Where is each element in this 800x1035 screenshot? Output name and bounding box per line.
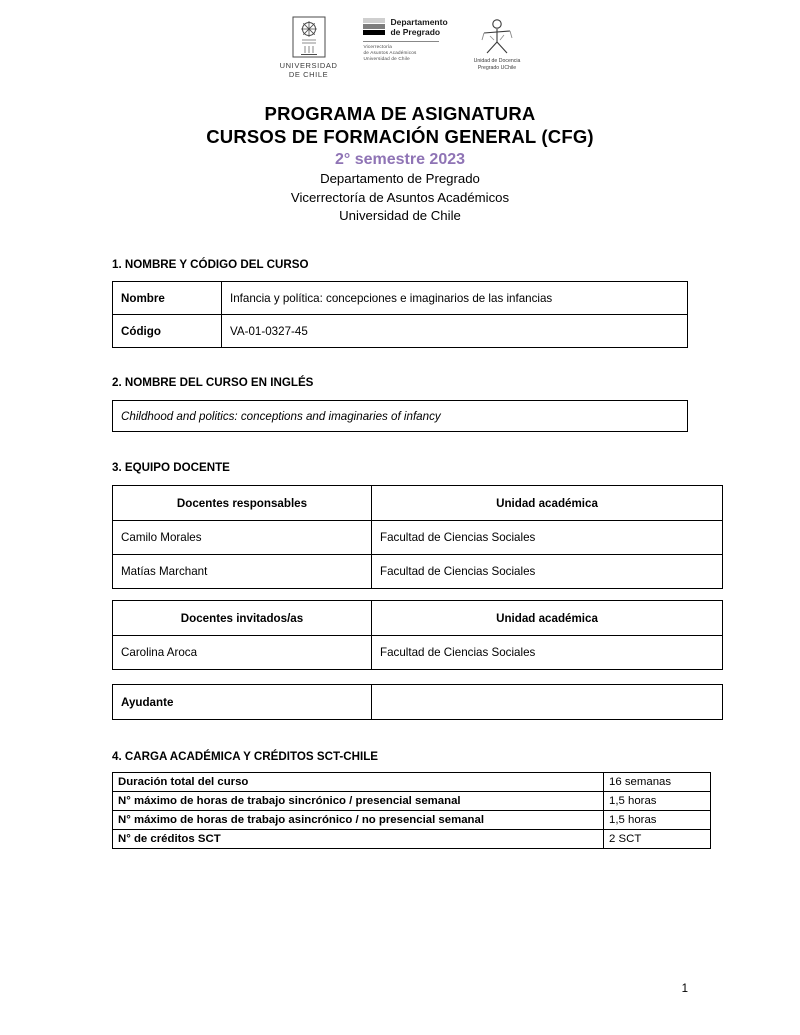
unidad-de-docencia-logo [474, 16, 521, 72]
pregrado-title-line1: Departamento [390, 17, 448, 27]
course-name-table [112, 281, 688, 348]
table-row [113, 685, 723, 720]
carga-label: N° de créditos SCT [113, 830, 604, 849]
responsable-unidad: Facultad de Ciencias Sociales [372, 521, 723, 555]
ayudante-table [112, 684, 723, 720]
invitados-header-unidad: Unidad académica [372, 601, 723, 636]
responsables-header-nombre: Docentes responsables [113, 486, 372, 521]
subtitle-vicerrectoria: Vicerrectoría de Asuntos Académicos [290, 189, 510, 205]
table-row [113, 282, 688, 315]
table-row [113, 792, 711, 811]
section-3-heading: 3. EQUIPO DOCENTE [112, 461, 230, 475]
table-row [113, 830, 711, 849]
carga-value: 1,5 horas [604, 792, 711, 811]
table-header-row [113, 601, 723, 636]
table-row [113, 315, 688, 348]
carga-label: N° máximo de horas de trabajo sincrónico / presencial semanal [113, 792, 604, 811]
responsables-header-unidad: Unidad académica [372, 486, 723, 521]
section-4-heading: 4. CARGA ACADÉMICA Y CRÉDITOS SCT-CHILE [112, 750, 379, 764]
nombre-value: Infancia y política: concepciones e imaginarios de las infancias [222, 282, 688, 315]
subtitle-universidad: Universidad de Chile [339, 207, 461, 223]
english-name-value: Childhood and politics: conceptions and imaginaries of infancy [113, 401, 688, 432]
section-1-heading: 1. NOMBRE Y CÓDIGO DEL CURSO [112, 258, 309, 272]
pregrado-logo-title [390, 18, 447, 38]
nombre-label: Nombre [113, 282, 222, 315]
uchile-logo-line2: DE CHILE [288, 70, 329, 80]
uchile-logo-text [280, 61, 338, 80]
page-number: 1 [681, 983, 688, 995]
section-2-heading: 2. NOMBRE DEL CURSO EN INGLÉS [112, 376, 314, 390]
semester-label: 2° semestre 2023 [334, 151, 466, 169]
docencia-logo-line1: Unidad de Docencia [473, 58, 521, 64]
pregrado-title-line2: de Pregrado [390, 26, 441, 37]
universidad-de-chile-logo [280, 16, 338, 80]
subtitle-departamento: Departamento de Pregrado [320, 171, 480, 187]
pregrado-divider [363, 41, 439, 42]
english-name-table [112, 400, 688, 432]
docencia-logo-line2: Pregrado UChile [477, 64, 517, 71]
docencia-figure-icon [478, 16, 516, 56]
table-row [113, 401, 688, 432]
invitado-unidad: Facultad de Ciencias Sociales [372, 636, 723, 670]
table-row [113, 555, 723, 589]
ayudante-value [372, 685, 723, 720]
page-title [0, 102, 800, 225]
docencia-logo-text [474, 58, 521, 72]
responsable-nombre: Camilo Morales [113, 521, 372, 555]
ayudante-label: Ayudante [113, 685, 372, 720]
table-row [113, 521, 723, 555]
departamento-de-pregrado-logo [363, 16, 447, 62]
responsable-unidad: Facultad de Ciencias Sociales [372, 555, 723, 589]
pregrado-logo-subtitle [363, 44, 416, 63]
codigo-label: Código [113, 315, 222, 348]
docentes-invitados-table [112, 600, 723, 670]
responsable-nombre: Matías Marchant [113, 555, 372, 589]
docentes-responsables-table [112, 485, 723, 589]
carga-value: 1,5 horas [604, 811, 711, 830]
carga-label: N° máximo de horas de trabajo asincrónico / no presencial semanal [113, 811, 604, 830]
table-row [113, 811, 711, 830]
document-content [0, 258, 800, 849]
table-header-row [113, 486, 723, 521]
invitado-nombre: Carolina Aroca [113, 636, 372, 670]
carga-value: 16 semanas [604, 773, 711, 792]
header-logo-bar [0, 0, 800, 80]
uchile-crest-icon [292, 16, 326, 58]
uchile-logo-line1: UNIVERSIDAD [279, 61, 338, 70]
table-row [113, 773, 711, 792]
table-row [113, 636, 723, 670]
carga-value: 2 SCT [604, 830, 711, 849]
pregrado-sub-line3: Universidad de Chile [363, 55, 410, 61]
codigo-value: VA-01-0327-45 [222, 315, 688, 348]
title-line-2: CURSOS DE FORMACIÓN GENERAL (CFG) [206, 126, 594, 148]
invitados-header-nombre: Docentes invitados/as [113, 601, 372, 636]
pregrado-bars-icon [363, 18, 385, 35]
title-line-1: PROGRAMA DE ASIGNATURA [264, 102, 536, 124]
pregrado-sub-line2: de Asuntos Académicos [363, 49, 417, 55]
carga-academica-table [112, 772, 711, 849]
pregrado-sub-line1: Vicerrectoría [363, 43, 393, 49]
carga-label: Duración total del curso [113, 773, 604, 792]
